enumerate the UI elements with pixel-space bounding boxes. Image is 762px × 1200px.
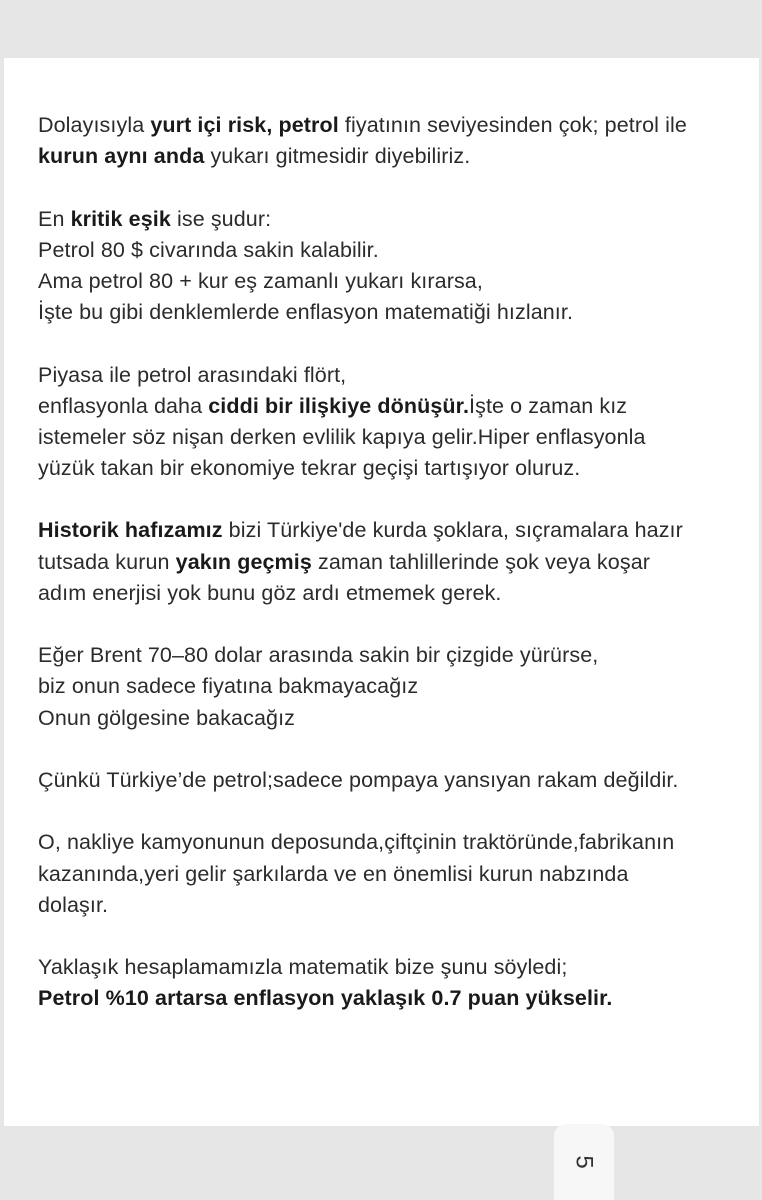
text-line: dolaşır.: [38, 892, 109, 917]
text-run: yukarı gitmesidir diyebiliriz.: [204, 144, 471, 169]
text-line: Eğer Brent 70–80 dolar arasında sakin bir çizgide yürürse,: [38, 643, 599, 668]
text-line: kazanında,yeri gelir şarkılarda ve en önemlisi kurun nabzında: [38, 861, 629, 886]
text-line: adım enerjisi yok bunu göz ardı etmemek gerek.: [38, 580, 502, 605]
bold-text: yakın geçmiş: [175, 549, 312, 574]
bold-text: ciddi bir ilişkiye dönüşür.: [208, 393, 470, 418]
text-run: ise şudur:: [170, 206, 272, 231]
text-run: bizi Türkiye'de kurda şoklara, sıçramalara hazır: [222, 518, 683, 543]
bold-text: yurt içi risk, petrol: [150, 113, 339, 137]
text-line: İşte bu gibi denklemlerde enflasyon matematiği hızlanır.: [38, 300, 574, 325]
text-line: Petrol 80 $ civarında sakin kalabilir.: [38, 237, 379, 262]
page-number-tab[interactable]: [554, 1124, 614, 1200]
text-line: Ama petrol 80 + kur eş zamanlı yukarı kırarsa,: [38, 268, 483, 293]
text-run: Dolayısıyla: [38, 113, 151, 137]
text-run: enflasyonla daha: [38, 393, 209, 418]
text-line: Çünkü Türkiye’de petrol;sadece pompaya yansıyan rakam değildir.: [38, 767, 679, 792]
document-page: [4, 58, 759, 1126]
bold-text: kritik eşik: [70, 206, 171, 231]
text-line: [38, 391, 738, 422]
text-line: Onun gölgesine bakacağız: [38, 705, 295, 730]
text-run: tutsada kurun: [38, 549, 176, 574]
text-line: [38, 141, 738, 172]
page-number: 5: [570, 1155, 598, 1169]
text-line: Yaklaşık hesaplamamızla matematik bize şunu söyledi;: [38, 955, 568, 980]
text-line: [38, 110, 738, 141]
bold-text: kurun aynı anda: [38, 144, 205, 169]
text-run: zaman tahlillerinde şok veya koşar: [311, 549, 651, 574]
text-line: [38, 547, 738, 578]
text-line: [38, 515, 738, 546]
text-line: Piyasa ile petrol arasındaki flört,: [38, 362, 347, 387]
bold-text: Historik hafızamız: [38, 518, 223, 543]
bold-conclusion: Petrol %10 artarsa enflasyon yaklaşık 0.7 puan yükselir.: [38, 986, 613, 1011]
text-run: fiyatının seviyesinden çok; petrol ile: [338, 113, 687, 137]
text-line: biz onun sadece fiyatına bakmayacağız: [38, 674, 419, 699]
text-line: O, nakliye kamyonunun deposunda,çiftçinin traktöründe,fabrikanın: [38, 830, 675, 855]
text-line: [38, 204, 738, 235]
document-body: [38, 110, 738, 1014]
text-line: yüzük takan bir ekonomiye tekrar geçişi tartışıyor oluruz.: [38, 456, 581, 481]
text-line: istemeler söz nişan derken evlilik kapıya gelir.Hiper enflasyonla: [38, 424, 646, 449]
text-run: En: [38, 206, 71, 231]
text-run: İşte o zaman kız: [469, 393, 628, 418]
